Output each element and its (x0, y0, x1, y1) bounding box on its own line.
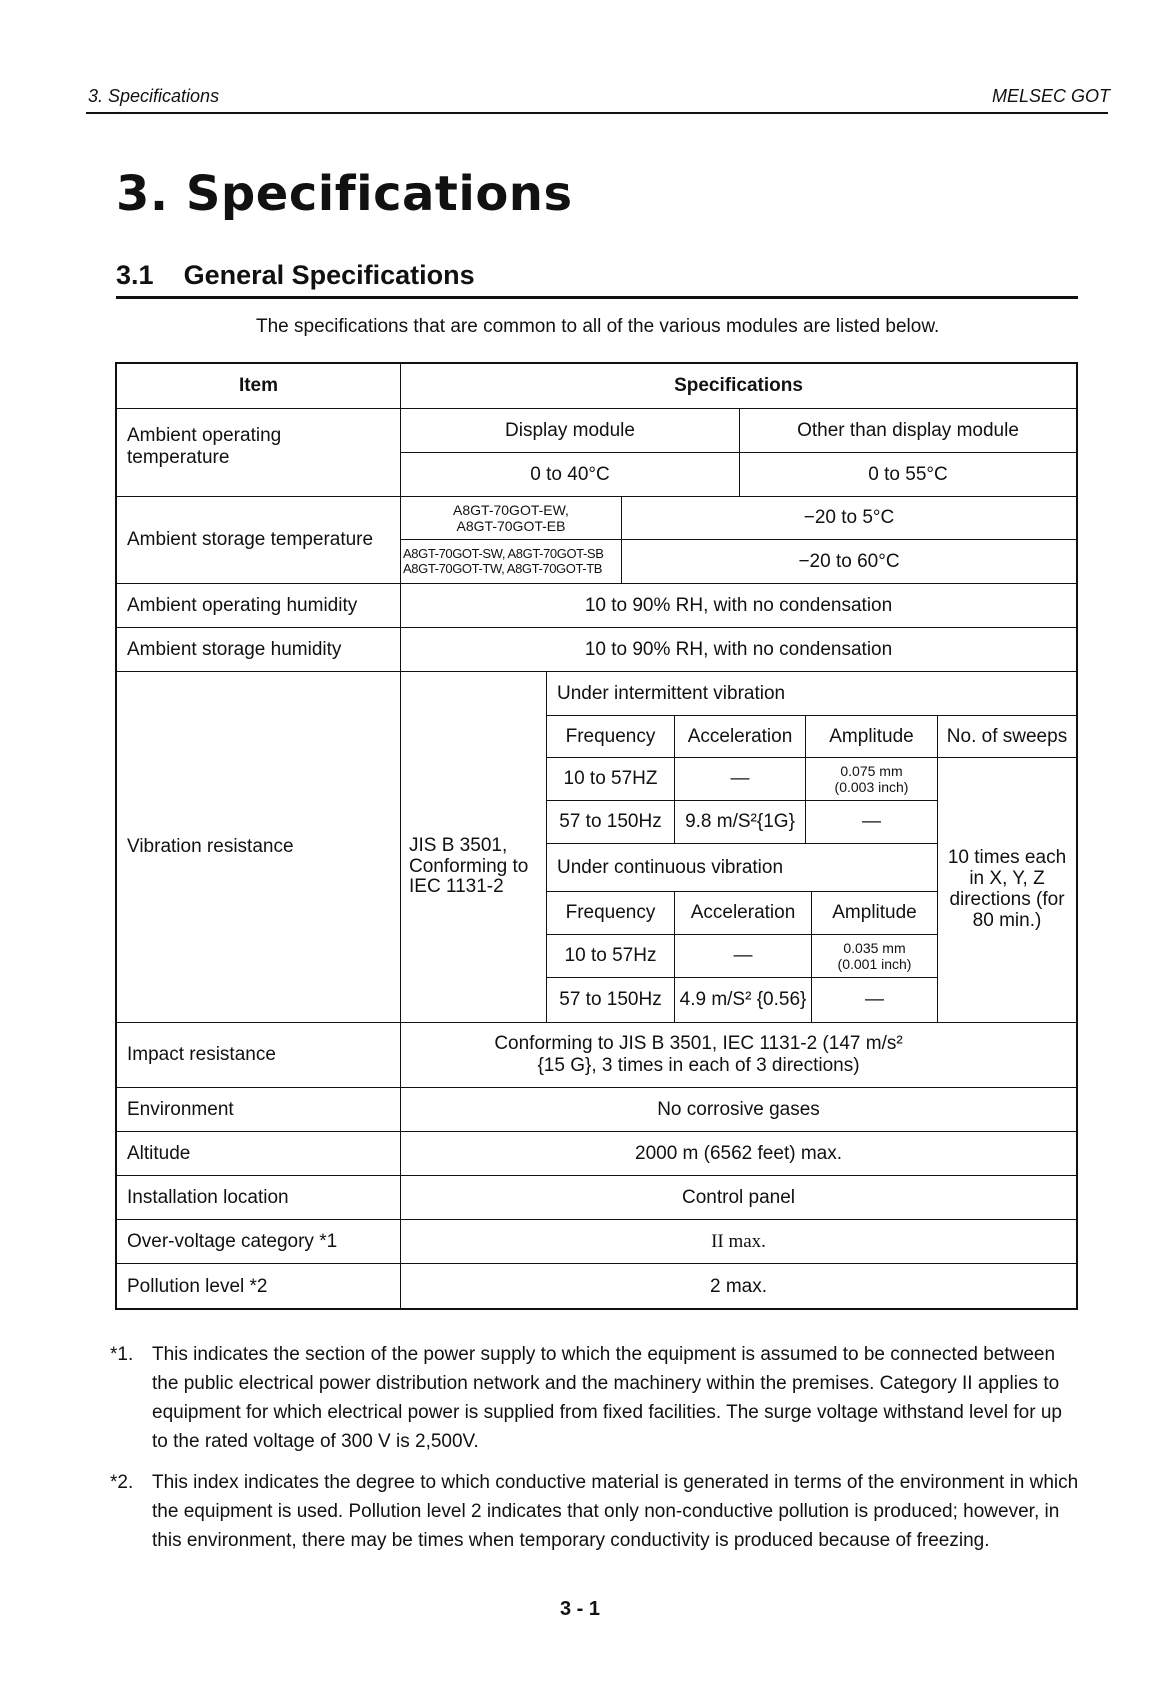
running-header-chapter: 3. Specifications (88, 86, 220, 106)
environment-value: No corrosive gases (400, 1087, 1077, 1132)
column-header-specifications: Specifications (400, 363, 1077, 409)
column-header-item: Item (116, 363, 401, 409)
page-title: 3. Specifications (116, 166, 573, 222)
int-row2-amplitude: — (805, 800, 938, 844)
int-row1-acceleration: — (674, 757, 806, 801)
footnote-1 (110, 1340, 1080, 1456)
row-label-storage-humidity: Ambient storage humidity (116, 627, 401, 672)
row-label-altitude: Altitude (116, 1131, 401, 1176)
storage-model-group-2: A8GT-70GOT-SW, A8GT-70GOT-SB A8GT-70GOT-TW, A8GT-70GOT-TB (400, 539, 622, 584)
impact-value: Conforming to JIS B 3501, IEC 1131-2 (147 m/s² {15 G}, 3 times in each of 3 directions) (400, 1022, 1077, 1088)
footnote-1-text: This indicates the section of the power supply to which the equipment is assumed to be connected between the public electrical power distribution network and the machinery within the premises. Category II applies to equipment for which electrical power is supplied from fixed facilities. The surge voltage withstand level for up to the rated voltage of 300 V is 2,500V. (152, 1344, 1062, 1452)
row-label-vibration: Vibration resistance (116, 671, 401, 1023)
cont-row1-frequency: 10 to 57Hz (546, 934, 675, 978)
int-row1-amplitude: 0.075 mm (0.003 inch) (805, 757, 938, 801)
cont-row1-acceleration: — (674, 934, 812, 978)
section-number: 3.1 (116, 260, 154, 290)
row-label-installation: Installation location (116, 1175, 401, 1220)
display-module-label: Display module (400, 408, 740, 453)
storage-humidity-value: 10 to 90% RH, with no condensation (400, 627, 1077, 672)
int-col-acceleration: Acceleration (674, 715, 806, 758)
running-header-product: MELSEC GOT (991, 86, 1110, 106)
altitude-value: 2000 m (6562 feet) max. (400, 1131, 1077, 1176)
section-divider (116, 296, 1078, 299)
overvoltage-value: II max. (400, 1219, 1077, 1264)
storage-model-group-1: A8GT-70GOT-EW, A8GT-70GOT-EB (400, 496, 622, 540)
display-module-temperature: 0 to 40°C (400, 452, 740, 497)
footnote-2-mark: *2. (110, 1472, 134, 1493)
vibration-standard: JIS B 3501, Conforming to IEC 1131-2 (400, 671, 547, 1023)
section-title: General Specifications (183, 260, 475, 290)
row-label-impact: Impact resistance (116, 1022, 401, 1088)
cont-col-frequency: Frequency (546, 891, 675, 935)
other-module-label: Other than display module (739, 408, 1077, 453)
int-row2-frequency: 57 to 150Hz (546, 800, 675, 844)
sweeps-value: 10 times each in X, Y, Z directions (for 80 min.) (937, 757, 1077, 1023)
row-label-storage-temperature: Ambient storage temperature (116, 496, 401, 584)
int-row1-frequency: 10 to 57HZ (546, 757, 675, 801)
int-col-amplitude: Amplitude (805, 715, 938, 758)
row-label-overvoltage: Over-voltage category *1 (116, 1219, 401, 1264)
col-sweeps: No. of sweeps (937, 715, 1077, 758)
intermittent-vibration-heading: Under intermittent vibration (546, 671, 1077, 716)
row-label-pollution: Pollution level *2 (116, 1263, 401, 1310)
row-label-operating-temperature: Ambient operating temperature (116, 408, 401, 497)
section-heading (116, 260, 475, 291)
footnote-2-text: This index indicates the degree to which conductive material is generated in terms of the environment in which the equipment is used. Pollution level 2 indicates that only non-conductive pollution is produced; however, in this environment, there may be times when temporary conductivity is produced because of freezing. (152, 1472, 1079, 1551)
cont-col-amplitude: Amplitude (811, 891, 938, 935)
cont-col-acceleration: Acceleration (674, 891, 812, 935)
page-number: 3 - 1 (560, 1598, 601, 1620)
other-module-temperature: 0 to 55°C (739, 452, 1077, 497)
cont-row1-amplitude: 0.035 mm (0.001 inch) (811, 934, 938, 978)
cont-row2-acceleration: 4.9 m/S² {0.56} (674, 977, 812, 1023)
storage-temperature-2: −20 to 60°C (621, 539, 1077, 584)
continuous-vibration-heading: Under continuous vibration (546, 843, 938, 892)
cont-row2-amplitude: — (811, 977, 938, 1023)
operating-humidity-value: 10 to 90% RH, with no condensation (400, 583, 1077, 628)
pollution-value: 2 max. (400, 1263, 1077, 1310)
header-divider (86, 112, 1108, 114)
footnote-2 (110, 1468, 1080, 1555)
cont-row2-frequency: 57 to 150Hz (546, 977, 675, 1023)
footnote-1-mark: *1. (110, 1344, 134, 1365)
intro-text: The specifications that are common to all of the various modules are listed below. (256, 316, 940, 337)
row-label-environment: Environment (116, 1087, 401, 1132)
storage-temperature-1: −20 to 5°C (621, 496, 1077, 540)
int-col-frequency: Frequency (546, 715, 675, 758)
row-label-operating-humidity: Ambient operating humidity (116, 583, 401, 628)
int-row2-acceleration: 9.8 m/S²{1G} (674, 800, 806, 844)
installation-value: Control panel (400, 1175, 1077, 1220)
